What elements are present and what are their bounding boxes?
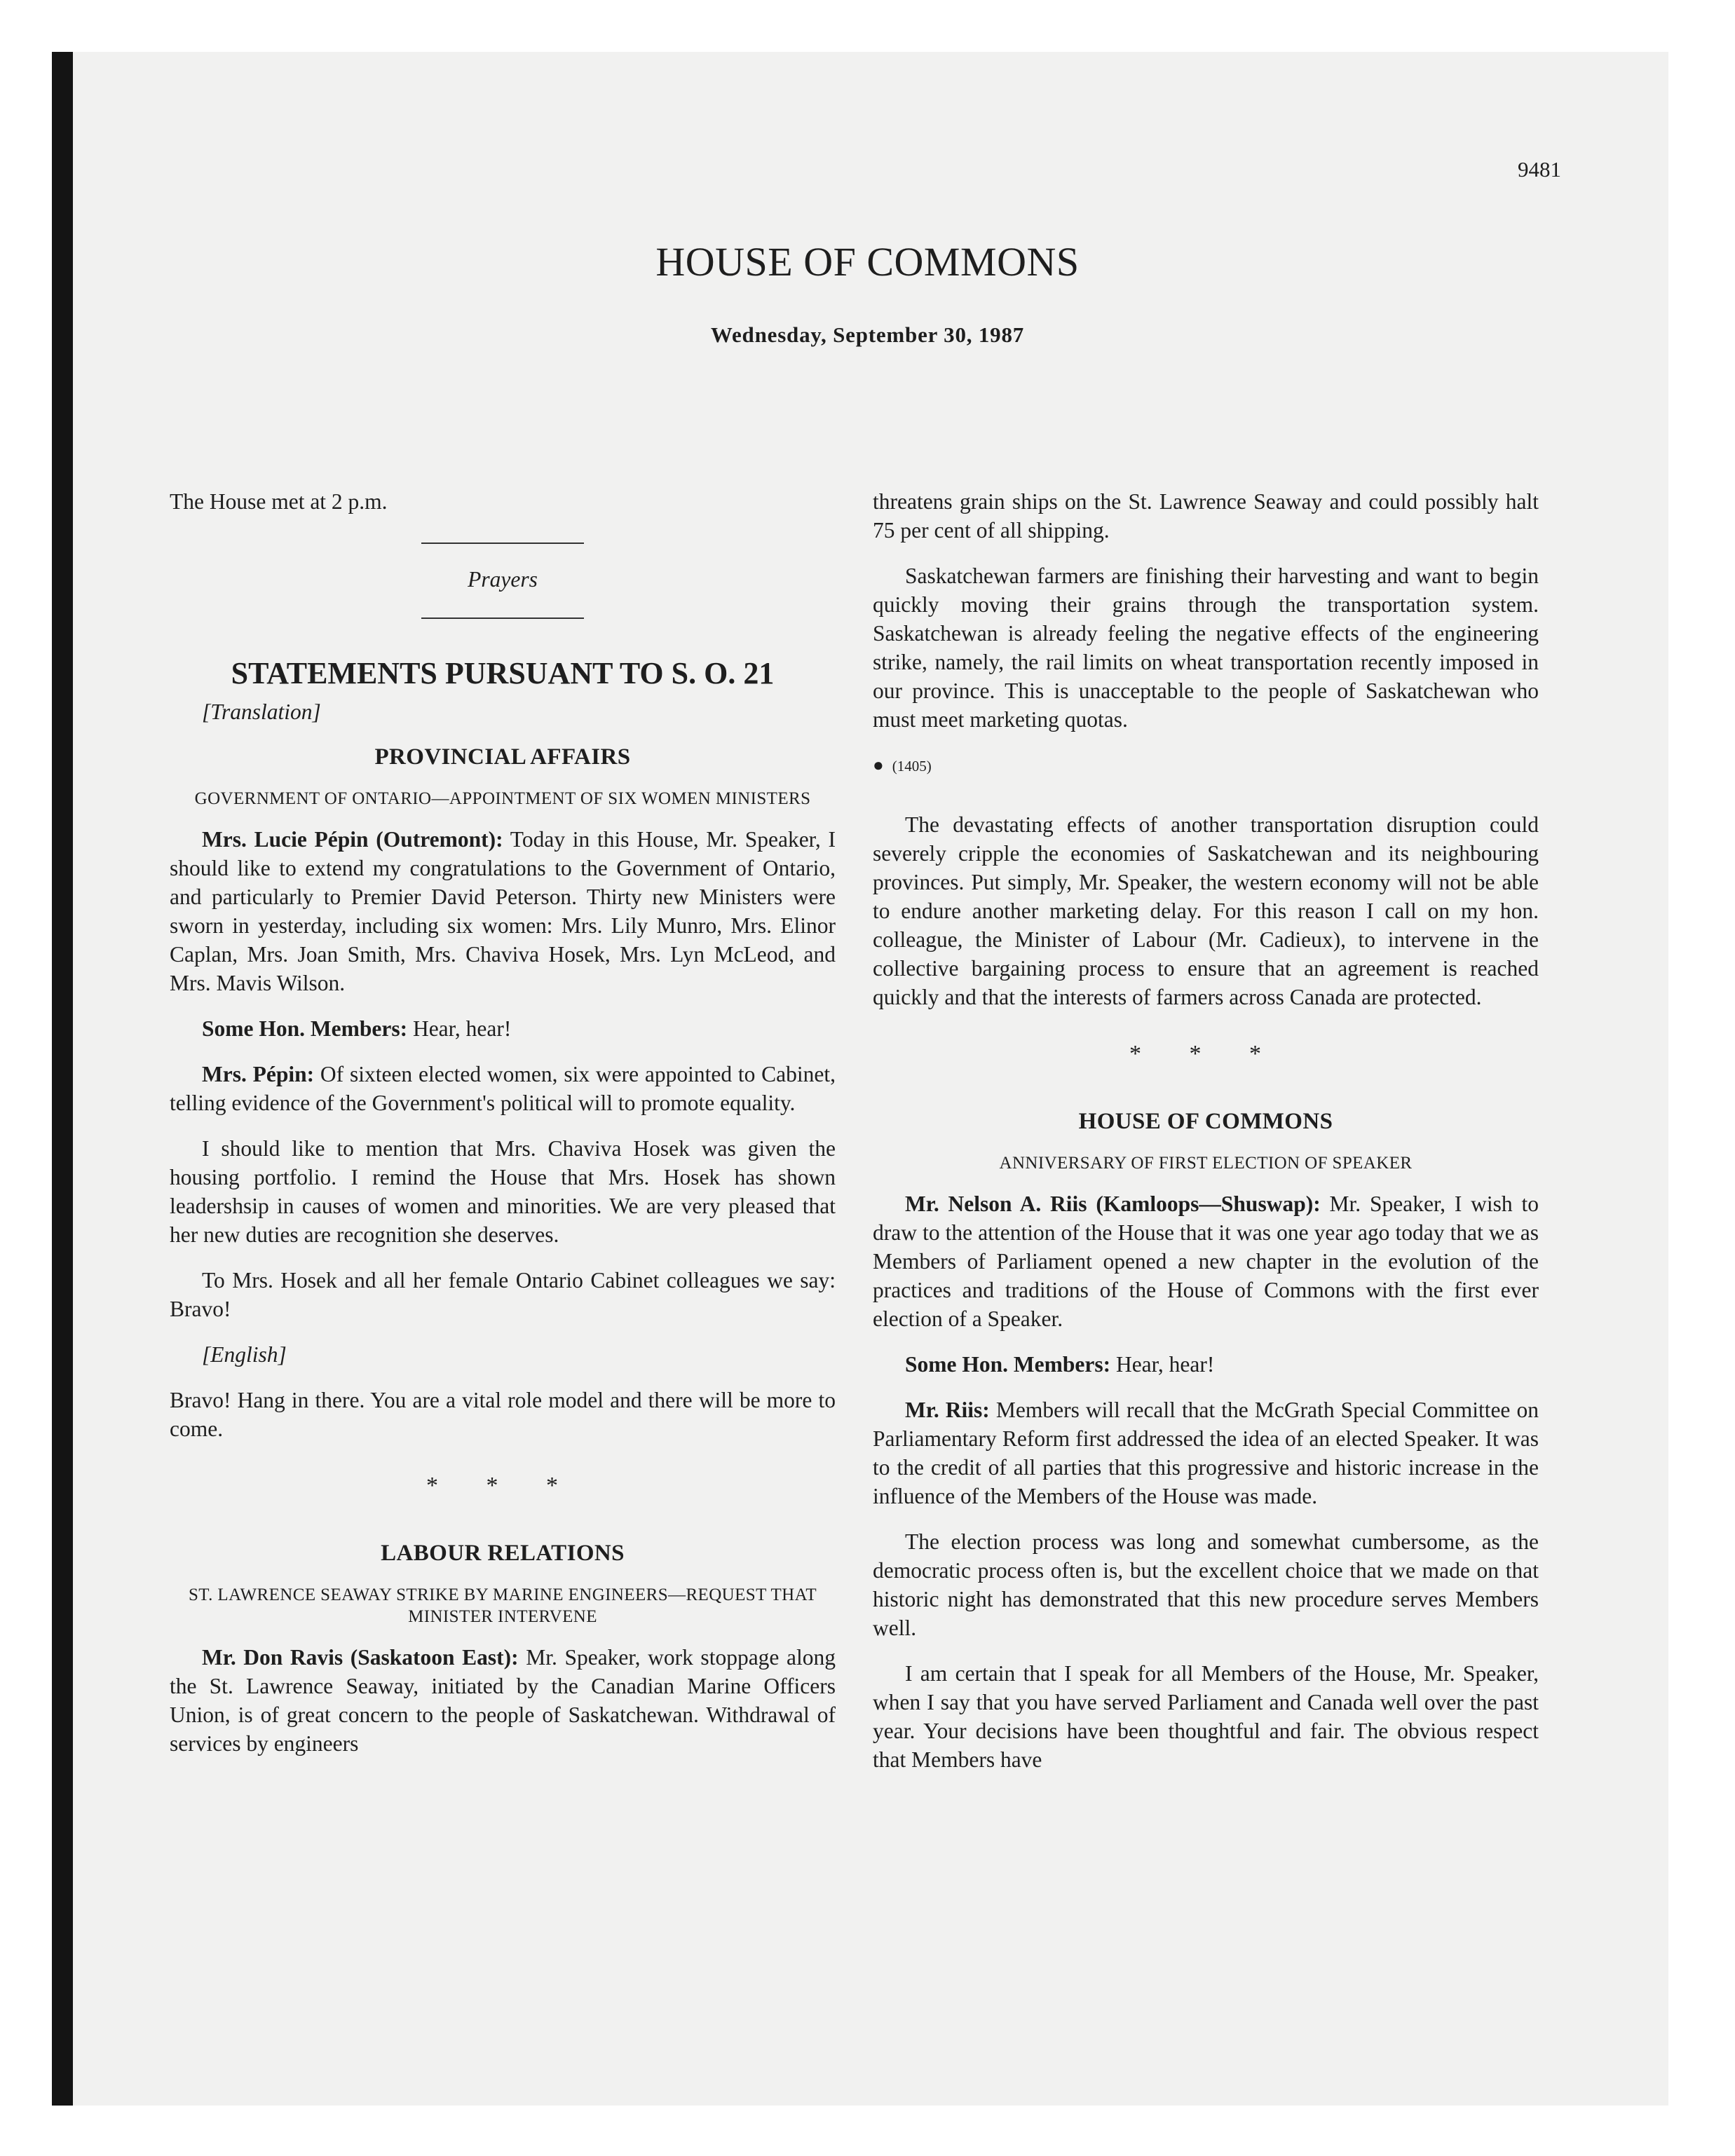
opening-line: The House met at 2 p.m. [170,489,388,514]
speaker-name: Some Hon. Members: [202,1016,408,1041]
statement-paragraph [170,1643,836,1758]
provincial-affairs-heading: PROVINCIAL AFFAIRS [374,744,631,770]
statement-paragraph: The devastating effects of another transportation disruption could severely cripple the economies of Saskatchewan and its neighbouring provinces. Put simply, Mr. Speaker, the western economy will not be able to endure another marketing delay. For this reason I call on my hon. colleague, the Minister of Labour (Mr. Cadieux), to intervene in the collective bargaining process to ensure that an agreement is reached quickly and that the interests of farmers across Canada are protected. [873,812,1539,1009]
translation-tag: [Translation] [202,700,321,724]
house-of-commons-subheading: ANNIVERSARY OF FIRST ELECTION OF SPEAKER [999,1154,1413,1173]
statement-text: Of sixteen elected women, six were appointed to Cabinet, telling evidence of the Government's political will to promote equality. [170,1062,836,1115]
prayers-heading: Prayers [468,567,538,592]
right-column [873,487,1539,1791]
statement-paragraph [170,1014,836,1043]
statement-paragraph [170,825,836,997]
house-of-commons-heading: HOUSE OF COMMONS [1078,1109,1333,1134]
statement-paragraph: I should like to mention that Mrs. Chaviva Hosek was given the housing portfolio. I remind the House that Mrs. Hosek has shown leadershsip in causes of women and minorities. We are very pleased that her new duties are recognition she deserves. [170,1136,836,1247]
section-separator-stars: * * * [1129,1041,1282,1067]
statement-paragraph [873,1396,1539,1510]
speaker-name: Mr. Don Ravis (Saskatoon East): [202,1645,519,1670]
speaker-name: Mrs. Lucie Pépin (Outremont): [202,827,503,852]
speaker-name: Mr. Riis: [905,1398,990,1422]
statement-paragraph: The election process was long and somewhat cumbersome, as the democratic process often is, but the excellent choice that we made on that historic night has demonstrated that this new procedure serves Members well. [873,1529,1539,1640]
divider-rule [421,543,584,544]
statement-text: Mr. Speaker, work stoppage along the St. Lawrence Seaway, initiated by the Canadian Marine Officers Union, is of great concern to the people of Saskatchewan. Withdrawal of services by engineers [170,1645,836,1756]
provincial-affairs-subheading: GOVERNMENT OF ONTARIO—APPOINTMENT OF SIX WOMEN MINISTERS [194,789,811,808]
divider-rule [421,618,584,619]
left-column [170,487,836,1775]
masthead-title: HOUSE OF COMMONS [655,239,1080,285]
statement-paragraph [170,1060,836,1117]
statement-text: Members will recall that the McGrath Special Committee on Parliamentary Reform first addressed the idea of an elected Speaker. It was to the credit of all parties that this progressive and historic increase in the influence of the Members of the House was made. [873,1398,1539,1508]
timestamp-text: (1405) [892,758,932,775]
statement-paragraph: Saskatchewan farmers are finishing their harvesting and want to begin quickly moving their grains through the transportation system. Saskatchewan is already feeling the negative effects of the engineering strike, namely, the rail limits on wheat transportation recently imposed in our province. This is unacceptable to the people of Saskatchewan who must meet marketing quotas. [873,564,1539,732]
statement-text: Hear, hear! [1110,1352,1215,1377]
speaker-name: Some Hon. Members: [905,1352,1111,1377]
statement-paragraph [873,1189,1539,1333]
statement-paragraph [873,1350,1539,1379]
speaker-name: Mr. Nelson A. Riis (Kamloops—Shuswap): [905,1192,1321,1216]
statement-paragraph: threatens grain ships on the St. Lawrence Seaway and could possibly halt 75 per cent of all shipping. [873,489,1539,543]
scan-edge-bar [52,52,73,2106]
statement-paragraph: Bravo! Hang in there. You are a vital role model and there will be more to come. [170,1388,836,1441]
labour-relations-subheading: ST. LAWRENCE SEAWAY STRIKE BY MARINE ENGINEERS—REQUEST THAT MINISTER INTERVENE [189,1585,817,1626]
statement-text: Mr. Speaker, I wish to draw to the attention of the House that it was one year ago today that we as Members of Parliament opened a new chapter in the evolution of the practices and traditions of the House of Commons with the first ever election of a Speaker. [873,1192,1539,1331]
statement-text: Hear, hear! [407,1016,512,1041]
statement-text: Today in this House, Mr. Speaker, I should like to extend my congratulations to the Government of Ontario, and particularly to Premier David Peterson. Thirty new Ministers were sworn in yesterday, including six women: Mrs. Lily Munro, Mrs. Elinor Caplan, Mrs. Joan Smith, Mrs. Chaviva Hosek, Mrs. Lyn McLeod, and Mrs. Mavis Wilson. [170,827,836,995]
masthead-date: Wednesday, September 30, 1987 [710,322,1025,347]
statement-paragraph: I am certain that I speak for all Members of the House, Mr. Speaker, when I say that you have served Parliament and Canada well over the past year. Your decisions have been thoughtful and fair. The obvious respect that Members have [873,1661,1539,1772]
page-number: 9481 [1518,157,1561,182]
bullet-icon: ● [873,755,884,775]
english-tag: [English] [202,1342,287,1367]
section-separator-stars: * * * [426,1473,579,1499]
labour-relations-heading: LABOUR RELATIONS [381,1541,625,1566]
timestamp-marker [873,751,1539,781]
speaker-name: Mrs. Pépin: [202,1062,315,1086]
statement-paragraph: To Mrs. Hosek and all her female Ontario Cabinet colleagues we say: Bravo! [170,1268,836,1321]
section-title: STATEMENTS PURSUANT TO S. O. 21 [231,656,775,690]
